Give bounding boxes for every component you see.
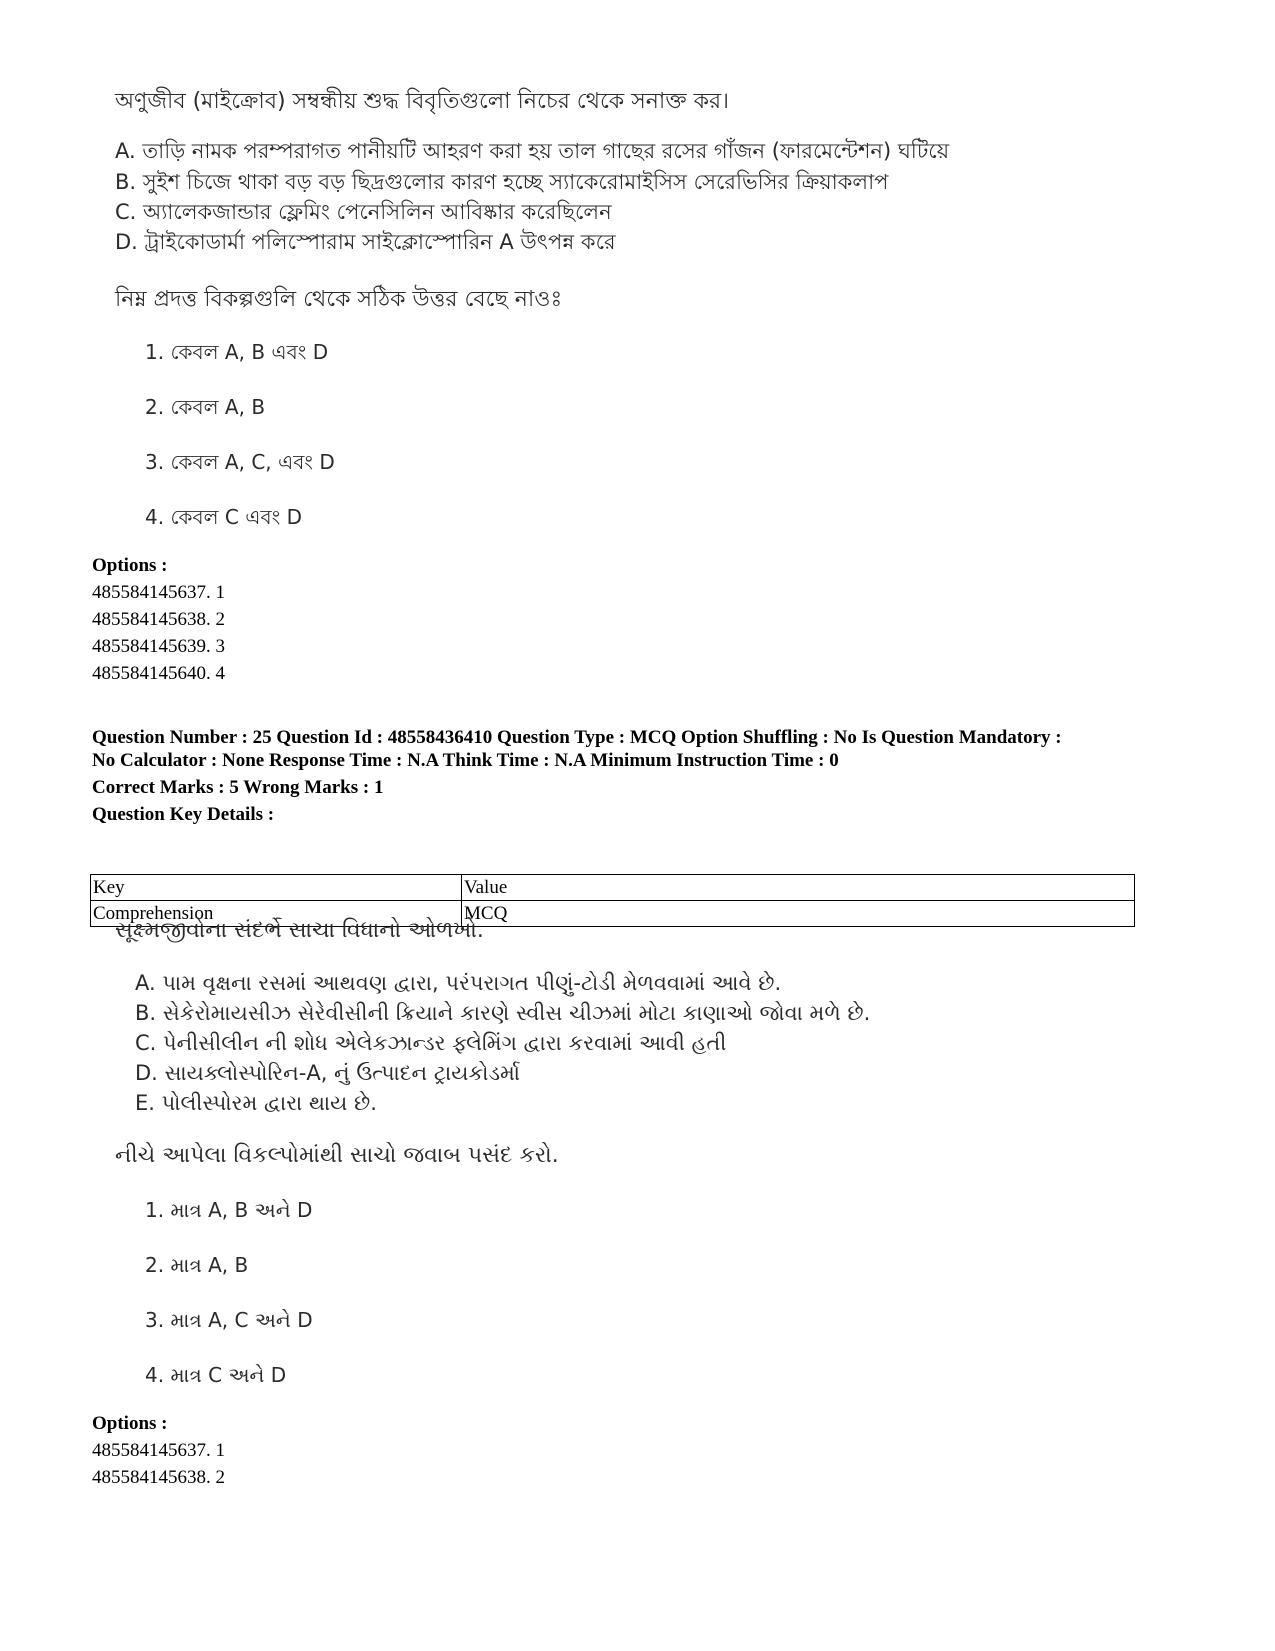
- q25-stem: સૂક્ષ્મજીવોના સંદર્ભે સાચા વિધાનો ઓળખો.: [115, 918, 484, 943]
- q25-statement-c: C. પેનીસીલીન ની શોધ એલેકઝાન્ડર ફ્લેમિંગ દ્વારા કરવામાં આવી હતી: [135, 1031, 727, 1055]
- q24-option-4: 485584145640. 4: [92, 663, 225, 684]
- q25-options-heading: Options :: [92, 1413, 168, 1434]
- q24-option-2: 485584145638. 2: [92, 609, 225, 630]
- q25-statement-e: E. પોલીસ્પોરમ દ્વારા થાય છે.: [135, 1091, 377, 1115]
- q24-choice-3: 3. কেবল A, C, এবং D: [145, 450, 335, 474]
- q25-statement-b: B. સેકેરોમાયસીઝ સેરેવીસીની ક્રિયાને કારણે સ્વીસ ચીઝમાં મોટા કાણાઓ જોવા મળે છે.: [135, 1001, 871, 1025]
- q25-choice-3: 3. માત્ર A, C અને D: [145, 1308, 313, 1332]
- table-header-key: Key: [91, 875, 462, 901]
- q24-statement-a: A. তাড়ি নামক পরম্পরাগত পানীয়টি আহরণ করা হয় তাল গাছের রসের গাঁজন (ফারমেন্টেশন) ঘটিয়ে: [115, 139, 950, 163]
- q24-option-1: 485584145637. 1: [92, 582, 225, 603]
- q25-option-2: 485584145638. 2: [92, 1467, 225, 1488]
- q24-option-3: 485584145639. 3: [92, 636, 225, 657]
- q25-meta-line2: No Calculator : None Response Time : N.A Think Time : N.A Minimum Instruction Time : 0: [92, 750, 839, 771]
- q25-choice-2: 2. માત્ર A, B: [145, 1253, 249, 1277]
- q24-stem: অণুজীব (মাইক্রোব) সম্বন্ধীয় শুদ্ধ বিবৃতিগুলো নিচের থেকে সনাক্ত কর।: [115, 89, 729, 114]
- table-cell-key: Comprehension: [91, 901, 462, 927]
- q24-instruction: নিম্ন প্রদত্ত বিকল্পগুলি থেকে সঠিক উত্তর বেছে নাওঃ: [115, 287, 563, 312]
- q25-choice-1: 1. માત્ર A, B અને D: [145, 1198, 313, 1222]
- q25-option-1: 485584145637. 1: [92, 1440, 225, 1461]
- q25-statement-a: A. પામ વૃક્ષના રસમાં આથવણ દ્વારા, પરંપરાગત પીણું-ટોડી મેળવવામાં આવે છે.: [135, 971, 782, 995]
- q25-instruction: નીચે આપેલા વિકલ્પોમાંથી સાચો જવાબ પસંદ કરો.: [115, 1143, 559, 1168]
- q25-meta-line1: Question Number : 25 Question Id : 48558436410 Question Type : MCQ Option Shuffling : No Is Question Mandatory :: [92, 727, 1062, 748]
- q24-statement-c: C. অ্যালেকজান্ডার ফ্লেমিং পেনেসিলিন আবিষ্কার করেছিলেন: [115, 200, 612, 224]
- q24-statement-d: D. ট্রাইকোডার্মা পলিস্পোরাম সাইক্লোস্পোরিন A উৎপন্ন করে: [115, 230, 616, 254]
- q24-choice-4: 4. কেবল C এবং D: [145, 505, 302, 529]
- q24-options-heading: Options :: [92, 555, 168, 576]
- table-header-row: [91, 875, 1135, 901]
- q24-statement-b: B. সুইশ চিজে থাকা বড় বড় ছিদ্রগুলোর কারণ হচ্ছে স্যাকেরোমাইসিস সেরেভিসির ক্রিয়াকলাপ: [115, 170, 889, 194]
- table-cell-value: MCQ: [462, 901, 1135, 927]
- q24-choice-2: 2. কেবল A, B: [145, 395, 266, 419]
- q25-statement-d: D. સાયક્લોસ્પોરિન-A, નું ઉત્પાદન ટ્રાયકોડર્મા: [135, 1061, 520, 1085]
- q25-key-details-heading: Question Key Details :: [92, 804, 275, 825]
- q25-choice-4: 4. માત્ર C અને D: [145, 1363, 287, 1387]
- table-header-value: Value: [462, 875, 1135, 901]
- q25-marks: Correct Marks : 5 Wrong Marks : 1: [92, 777, 384, 798]
- q24-choice-1: 1. কেবল A, B এবং D: [145, 340, 329, 364]
